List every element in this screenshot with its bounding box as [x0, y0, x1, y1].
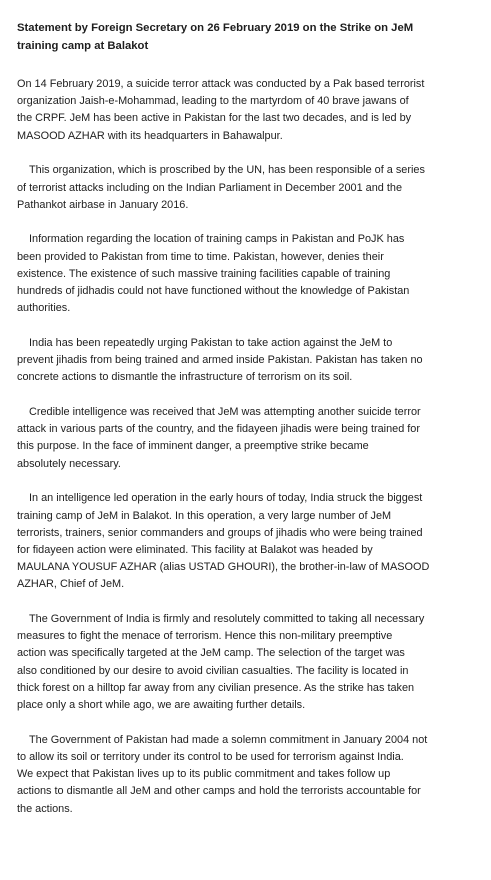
paragraph-1: On 14 February 2019, a suicide terror attack was conducted by a Pak based terrorist organization Jaish-e-Mohammad, leading to the martyrdom of 40 brave jawans of the CRPF. JeM has been active in Pakistan for the last two decades, and is led by MASOOD AZHAR with its headquarters in Bahawalpur. — [17, 78, 425, 142]
paragraph-5: Credible intelligence was received that JeM was attempting another suicide terror attack in various parts of the country, and the fidayeen jihadis were being trained for this purpose. In the face of imminent danger, a preemptive strike became absolutely necessary. — [17, 406, 421, 470]
paragraph-4: India has been repeatedly urging Pakistan to take action against the JeM to prevent jihadis from being trained and armed inside Pakistan. Pakistan has taken no concrete actions to dismantle the infrastructure of terrorism on its soil. — [17, 336, 423, 384]
paragraph-7: The Government of India is firmly and resolutely committed to taking all necessary measures to fight the menace of terrorism. Hence this non-military preemptive action was specifically targeted at the JeM camp. The selection of the target was also conditioned by our desire to avoid civilian casualties. The facility is located in thick forest on a hilltop far away from any civilian presence. As the strike has taken place only a short while ago, we are awaiting further details. — [17, 613, 425, 712]
paragraph-2: This organization, which is proscribed by the UN, has been responsible of a series of terrorist attacks including on the Indian Parliament in December 2001 and the Pathankot airbase in January 2016. — [17, 164, 425, 211]
paragraph-3: Information regarding the location of training camps in Pakistan and PoJK has been provided to Pakistan from time to time. Pakistan, however, denies their existence. The existence of such massive training facilities capable of training hundreds of jidhadis could not have functioned without the knowledge of Pakistan authorities. — [17, 233, 410, 315]
paragraph-8: The Government of Pakistan had made a solemn commitment in January 2004 not to allow its soil or territory under its control to be used for terrorism against India. We expect that Pakistan lives up to its public commitment and takes follow up actions to dismantle all JeM and other camps and hold the terrorists accountable for the actions. — [17, 733, 428, 815]
paragraph-6: In an intelligence led operation in the early hours of today, India struck the biggest training camp of JeM in Balakot. In this operation, a very large number of JeM terrorists, trainers, senior commanders and groups of jihadis who were being trained for fidayeen action were eliminated. This facility at Balakot was headed by MAULANA YOUSUF AZHAR (alias USTAD GHOURI), the brother-in-law of MASOOD AZHAR, Chief of JeM. — [17, 492, 430, 591]
document-title: Statement by Foreign Secretary on 26 February 2019 on the Strike on JeM training camp at Balakot — [17, 22, 414, 52]
